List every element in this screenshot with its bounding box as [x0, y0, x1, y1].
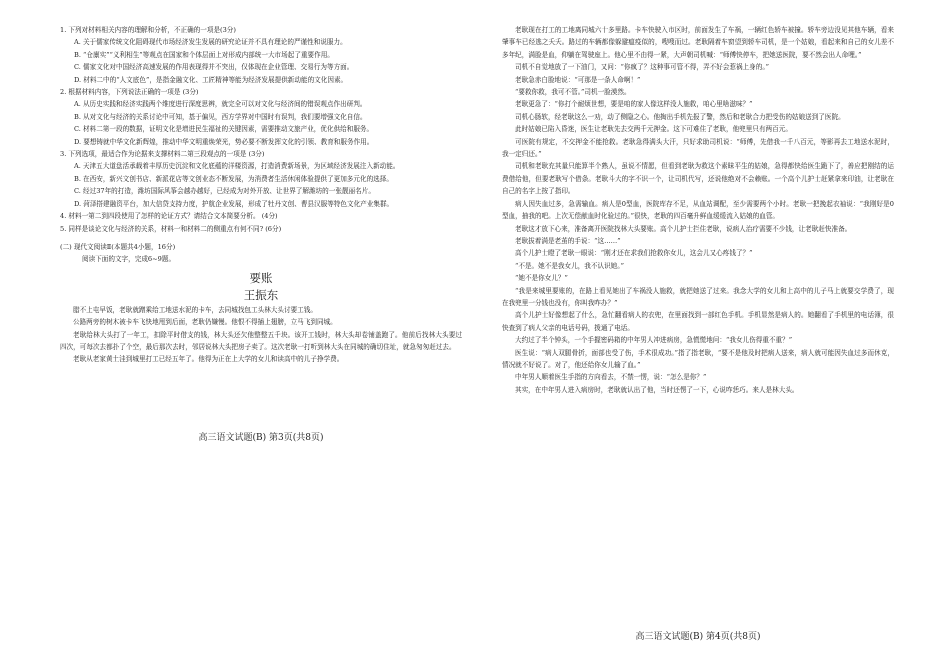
story-paragraph: 可医院有规定，不交押金不能抢救。老耿急得满头大汗，只好求助司机说：“师傅，先借我一千八百元，等影再去工地送水泥时，我一定归还。”: [502, 137, 894, 159]
section-header: (二) 现代文阅读Ⅱ(本题共4小题，16分): [60, 242, 176, 251]
story-paragraph: 高个儿护士瞪了老耿一眼说：“刚才还在求我们抢救你女儿，这会儿又心疼钱了？”: [515, 249, 753, 258]
story-paragraph: 老耿更急了：“你打个耐烦世想，要是咱的家人像这样没人施救，咱心里啥滋味？”: [515, 100, 753, 109]
story-paragraph: 老耿给林大头打了一年工，扣除平时借支的钱，林大头还欠他整整五千块。该开工钱时，林大头却卷铺盖跑了。他前后找林大头要过四次，可每次去都扑了个空，最后那次去时，邻居说林大头把房子卖了。这次老耿一打听到林大头在同城的确切住址，就急匆匆赶过去。: [60, 330, 462, 351]
story-paragraph: 公路两旁的树木被卡车飞快地甩到后面，老耿仍嫌慢。他恨不得插上翅膀，立马飞到同城。: [73, 318, 337, 327]
story-paragraph: 老耿拔着满是老茧的手说：“这……”: [515, 236, 621, 245]
question-2-stem: 2. 根据材料内容，下列说法正确的一项是 (3分): [60, 88, 199, 97]
left-page: [60, 24, 462, 366]
story-paragraph: 老耿这才放下心来，准备离开医院找林大头要账。高个儿护士拦住老耿，说病人治疗需要不少钱，让老耿赶快准备。: [515, 224, 852, 233]
story-author: 王振东: [243, 287, 279, 302]
story-paragraph: 其实，在中年男人进入病房时，老耿就认出了他，当时还愣了一下，心说咋恁巧。来人是林大头。: [515, 385, 799, 394]
story-paragraph: 老耿现在打工的工地离同城六十多里路。卡车快驶入市区时，前面发生了车祸，一辆红色轿车被撞。轿车旁边没见其他车辆，看来肇事车已经逃之夭夭。路过的车辆都像躲避瘟疫似的，嗖嗖而过。老耿隔着车窗望到轿车司机，是一个姑娘，看起来和自己的女儿差不多年纪，满脸是血，仰躺在驾驶座上。他心里不由得一紧，大声朝司机喊：“师傅快停车，把她送医院，要不然会出人命哩。”: [502, 26, 894, 59]
story-paragraph: 司机不自觉地放了一下油门，又问：“你疯了？这种事可管不得，弄不好会惹祸上身的。”: [515, 63, 770, 72]
question-3-option-a: A. 天津五大道盘活承载着丰厚历史沉淀和文化底蕴的洋楼资源，打造消费新场景，为区域经济发展注入新动能。: [74, 162, 400, 171]
story-paragraph: 此时姑娘已陷入昏迷，医生让老耿先去交两千元押金。这下可难住了老耿，他兜里只有两百元。: [515, 125, 792, 134]
question-3-option-b: B. 在西安，新兴文创书店、新派花店等文创业态不断发展，为消费者生活休闲体验提供了更加多元化的选择。: [74, 174, 393, 183]
question-2-option-d: D. 要想铸就中华文化新辉煌，推动中华文明重焕荣光，势必要不断发挥文化的引领、教育和服务作用。: [74, 137, 374, 146]
story-paragraph: 中年男人顺着医生手指的方向看去，不禁一愣，说：“怎么是你？”: [515, 373, 707, 382]
question-1-option-b: B. “仓廪实”“义利相生”等观点在国家和个体层面上对形成内部统一大市场起了重要作用。: [74, 50, 334, 59]
section-instruction: 阅读下面的文字，完成6~9题。: [82, 255, 176, 264]
question-1-stem: 1. 下列对材料相关内容的理解和分析，不正确的一项是(3分): [60, 26, 236, 34]
story-paragraph: 医生说：“病人双腿骨折，面部也受了伤，手术很成功。”指了指老耿，“要不是他及时把病人送来，病人就可能因失血过多而休克，情况就不好说了。对了，他还给你女儿输了血。”: [502, 348, 894, 369]
story-paragraph: 高个儿护士好像想起了什么，急忙翻看病人的衣兜，在里面找到一部红色手机。手机显然是病人的。她翻看了手机里的电话簿，很快查到了病人父亲的电话号码，拨通了电话。: [502, 311, 894, 332]
story-paragraph: 司机心肠软，经老耿这么一劝，动了侧隐之心。他掏出手机先报了警，然后和老耿合力把受伤的姑娘送到了医院。: [515, 112, 845, 121]
story-title: 要账: [249, 270, 273, 285]
story-paragraph: “要救你救，我可不管。”司机一脸漠然。: [515, 88, 631, 97]
question-2-option-a: A. 从历史实践和经济实践两个维度进行深度思辨，就完全可以对文化与经济间的错误观点作出研判。: [74, 100, 367, 109]
story-paragraph: 大约过了半个钟头，一个手握密码箱的中年男人冲进病房，急慌慌地问：“我女儿伤得重不重？”: [515, 336, 793, 345]
question-1-option-c: C. 儒家文化对中国经济高速发展的作用表现得并不突出，仅体现在企业管理、交易行为等方面。: [74, 63, 354, 72]
question-1-option-d: D. 材料二中的“人文底色”，是指金融文化、工匠精神等能为经济发展提供新动能的文化因素。: [74, 75, 348, 84]
question-3-stem: 3. 下列选项，最适合作为论据来支撑材料二第三段观点的一项是 (3分): [60, 150, 265, 159]
question-3-option-d: D. 菏泽搭建融资平台，加大信贷支持力度，护航企业发展，形成了牡丹文创、曹县汉服等特色文化产业集群。: [74, 199, 394, 208]
question-2-option-b: B. 从对文化与经济的关系讨论中可知，基于偏见，西方学界对中国时有误判，我们要增强文化自信。: [74, 112, 367, 121]
story-paragraph: 司机和老耿充其量只能算半个熟人，虽说不情愿，但看到老耿为救这个素昧平生的姑娘，急得都快给医生跪下了，善应把刚结的运费借给他，但要老耿写个借条。老耿斗大的字不识一个，让司机代写，还说他绝对不会赖账。一个高个儿护士赶紧拿来印油，让老耿在自己的名字上按了指印。: [502, 162, 894, 196]
story-paragraph: “我是来城里要账的，在路上看见她出了车祸没人施救，就把她送了过来。我念大学的女儿和上高中的儿子马上就要交学费了，现在我兜里一分钱也没有，你叫我咋办？”: [502, 286, 894, 307]
story-paragraph: 老耿急赤白脸地说：“可那是一条人命啊！”: [515, 75, 641, 84]
story-paragraph: “不是。她不是我女儿，我不认识她。”: [515, 261, 624, 270]
right-page: [502, 24, 894, 396]
question-1-option-a: A. 关于儒家传统文化阻碍现代市场经济发生发展的研究论证并不具有理论的严谨性和说服力。: [74, 38, 347, 47]
right-page-footer: 高三语文试题(B) 第4页(共8页): [635, 632, 761, 642]
story-paragraph: 腊不上屯早饭，老耿就蹭乘给工地送水泥的卡车，去同城找包工头林大头讨要工钱。: [73, 305, 317, 314]
question-2-option-c: C. 材料二第一段的数据，证明文化是增进民生福祉的关键因素，需要推动文旅产业，优化供给和服务。: [74, 125, 374, 134]
story-paragraph: 老耿从老家黄土洼到城里打工已经五年了。他得为正在上大学的女儿和读高中的儿子挣学费。: [73, 355, 344, 364]
question-5: 5. 同样是谈论文化与经济的关系，材料一和材料二的侧重点有何不同? (6分): [60, 224, 282, 233]
question-3-option-c: C. 经过37年的打造，潍坊国际风筝会越办越好，已经成为对外开放、让世界了解潍坊的一张靓丽名片。: [74, 187, 375, 196]
story-paragraph: 病人因失血过多，急需输血。病人是0型血，医院库存不足，从血站调配，至少需要两个小时。老耿一把挽起衣袖说：“我刚好是0型血，抽我的吧。上次无偿献血时化验过的。”很快，老耿的四百毫升鲜血缓缓流入姑娘的血管。: [502, 199, 894, 221]
left-page-footer: 高三语文试题(B) 第3页(共8页): [198, 433, 324, 443]
story-paragraph: “她不是你女儿？”: [515, 274, 568, 283]
question-4: 4. 材料一第二到四段使用了怎样的论证方式？请结合文本简要分析。 (4分): [60, 212, 278, 221]
